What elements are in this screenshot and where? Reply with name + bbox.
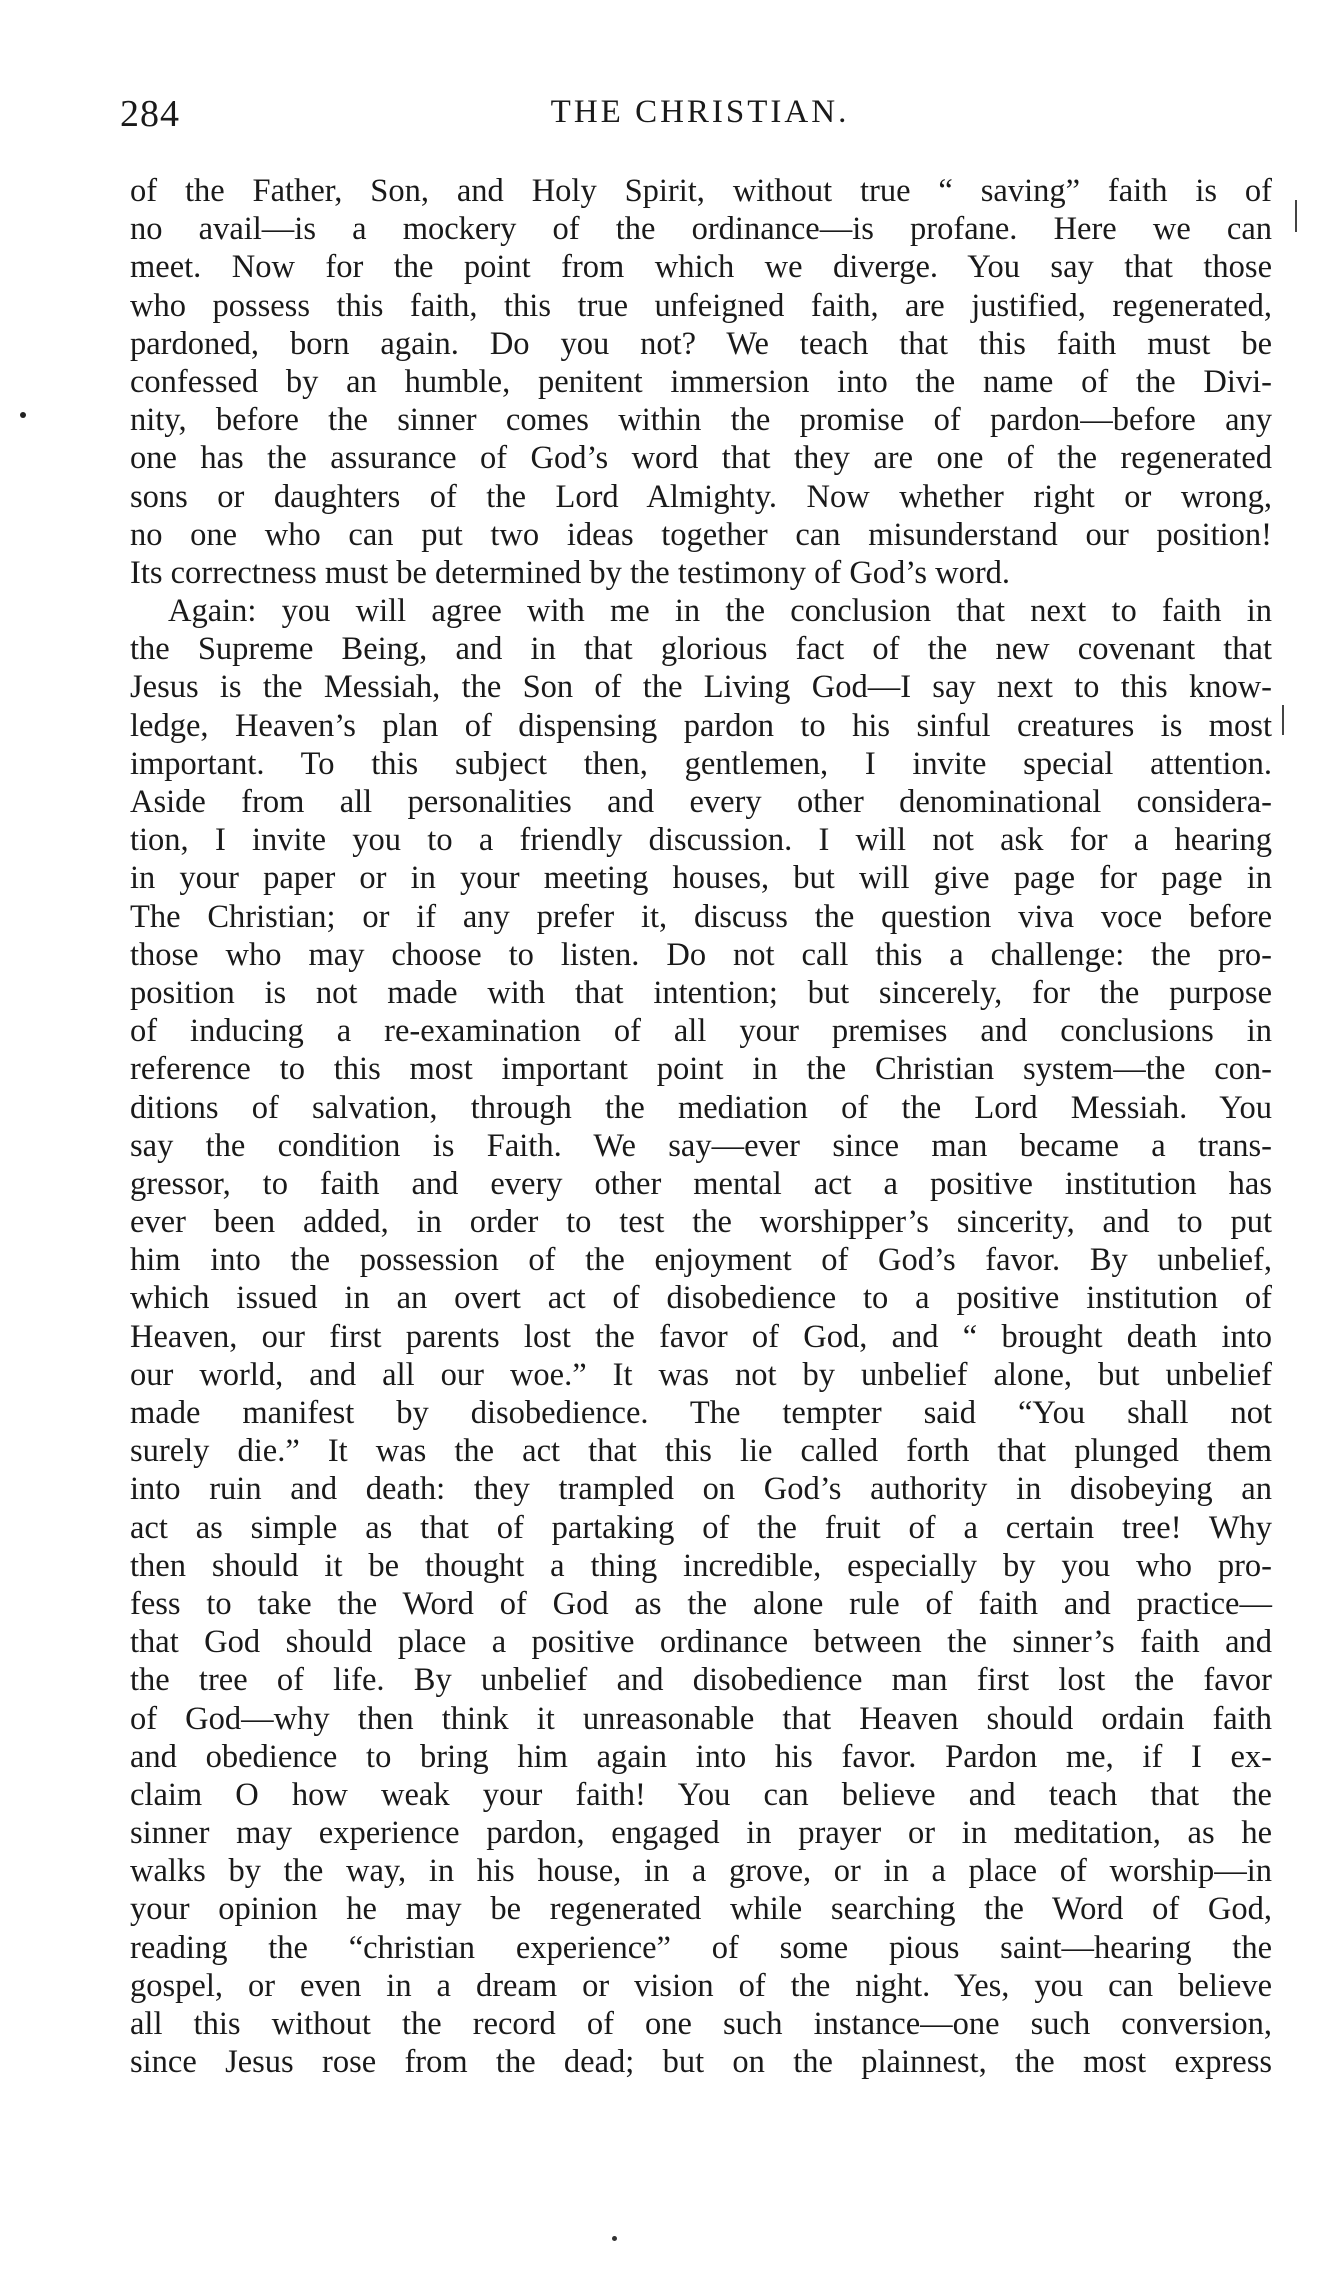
text-line: into ruin and death: they trampled on God’s authority in disobeying an xyxy=(130,1471,1272,1508)
text-line: sinner may experience pardon, engaged in prayer or in meditation, as he xyxy=(130,1815,1272,1852)
text-line: tion, I invite you to a friendly discussion. I will not ask for a hearing xyxy=(130,822,1272,859)
text-line: ditions of salvation, through the mediation of the Lord Messiah. You xyxy=(130,1089,1272,1126)
text-line: no avail—is a mockery of the ordinance—is profane. Here we can xyxy=(130,211,1272,248)
text-line: him into the possession of the enjoyment of God’s favor. By unbelief, xyxy=(130,1242,1272,1279)
text-line: then should it be thought a thing incredible, especially by you who pro- xyxy=(130,1547,1272,1584)
body-text xyxy=(130,172,1272,2081)
text-line: which issued in an overt act of disobedience to a positive institution of xyxy=(130,1280,1272,1317)
running-title: THE CHRISTIAN. xyxy=(550,94,850,130)
text-line: walks by the way, in his house, in a grove, or in a place of worship—in xyxy=(130,1853,1272,1890)
text-line: the Supreme Being, and in that glorious fact of the new covenant that xyxy=(130,631,1272,668)
margin-ink-dot xyxy=(20,412,26,418)
text-line: say the condition is Faith. We say—ever since man became a trans- xyxy=(130,1127,1272,1164)
text-line: of inducing a re-examination of all your premises and conclusions in xyxy=(130,1013,1272,1050)
text-line: in your paper or in your meeting houses, but will give page for page in xyxy=(130,860,1272,897)
text-line: position is not made with that intention; but sincerely, for the purpose xyxy=(130,974,1272,1011)
text-line: of God—why then think it unreasonable that Heaven should ordain faith xyxy=(130,1700,1272,1737)
text-line: fess to take the Word of God as the alone rule of faith and practice— xyxy=(130,1585,1272,1622)
text-line: Heaven, our first parents lost the favor of God, and “ brought death into xyxy=(130,1318,1272,1355)
text-line: who possess this faith, this true unfeigned faith, are justified, regenerated, xyxy=(130,287,1272,324)
text-line: important. To this subject then, gentlemen, I invite special attention. xyxy=(130,745,1272,782)
text-line: reference to this most important point in the Christian system—the con- xyxy=(130,1051,1272,1088)
text-line: claim O how weak your faith! You can believe and teach that the xyxy=(130,1776,1272,1813)
text-line: reading the “christian experience” of some pious saint—hearing the xyxy=(130,1929,1272,1966)
paragraph-start-line: Again: you will agree with me in the conclusion that next to faith in xyxy=(168,593,1272,630)
text-line: Its correctness must be determined by the testimony of God’s word. xyxy=(130,554,1011,591)
text-line: one has the assurance of God’s word that they are one of the regenerated xyxy=(130,440,1272,477)
text-line: meet. Now for the point from which we diverge. You say that those xyxy=(130,249,1272,286)
text-line: Aside from all personalities and every other denominational considera- xyxy=(130,784,1272,820)
text-line: nity, before the sinner comes within the promise of pardon—before any xyxy=(130,402,1272,439)
text-line: all this without the record of one such instance—one such conversion, xyxy=(130,2006,1272,2042)
text-line: surely die.” It was the act that this lie called forth that plunged them xyxy=(130,1433,1272,1470)
edge-mark xyxy=(1295,200,1297,232)
text-line: Jesus is the Messiah, the Son of the Living God—I say next to this know- xyxy=(130,669,1272,706)
text-line: confessed by an humble, penitent immersion into the name of the Divi- xyxy=(130,363,1272,400)
footer-ink-dot xyxy=(612,2236,617,2241)
text-line: ever been added, in order to test the worshipper’s sincerity, and to put xyxy=(130,1204,1272,1241)
text-line: act as simple as that of partaking of the fruit of a certain tree! Why xyxy=(130,1509,1272,1546)
text-line: and obedience to bring him again into his favor. Pardon me, if I ex- xyxy=(130,1738,1272,1775)
text-line: sons or daughters of the Lord Almighty. Now whether right or wrong, xyxy=(130,478,1272,515)
text-line: since Jesus rose from the dead; but on the plainnest, the most express xyxy=(130,2044,1272,2081)
text-line: pardoned, born again. Do you not? We teach that this faith must be xyxy=(130,325,1272,362)
text-line: no one who can put two ideas together can misunderstand our position! xyxy=(130,516,1272,553)
text-line: gospel, or even in a dream or vision of the night. Yes, you can believe xyxy=(130,1967,1272,2004)
text-line: The Christian; or if any prefer it, discuss the question viva voce before xyxy=(130,898,1272,935)
text-line: ledge, Heaven’s plan of dispensing pardon to his sinful creatures is most xyxy=(130,707,1272,744)
text-line: that God should place a positive ordinance between the sinner’s faith and xyxy=(130,1624,1272,1661)
text-line: your opinion he may be regenerated while searching the Word of God, xyxy=(130,1891,1272,1928)
text-line: those who may choose to listen. Do not call this a challenge: the pro- xyxy=(130,936,1272,973)
text-line: made manifest by disobedience. The tempter said “You shall not xyxy=(130,1395,1272,1431)
text-line: our world, and all our woe.” It was not by unbelief alone, but unbelief xyxy=(130,1356,1272,1393)
text-line: the tree of life. By unbelief and disobedience man first lost the favor xyxy=(130,1662,1272,1699)
page-number: 284 xyxy=(120,93,180,135)
edge-mark xyxy=(1282,705,1284,735)
text-line: gressor, to faith and every other mental act a positive institution has xyxy=(130,1165,1272,1202)
text-line: of the Father, Son, and Holy Spirit, without true “ saving” faith is of xyxy=(130,173,1272,209)
running-head xyxy=(120,92,1280,142)
